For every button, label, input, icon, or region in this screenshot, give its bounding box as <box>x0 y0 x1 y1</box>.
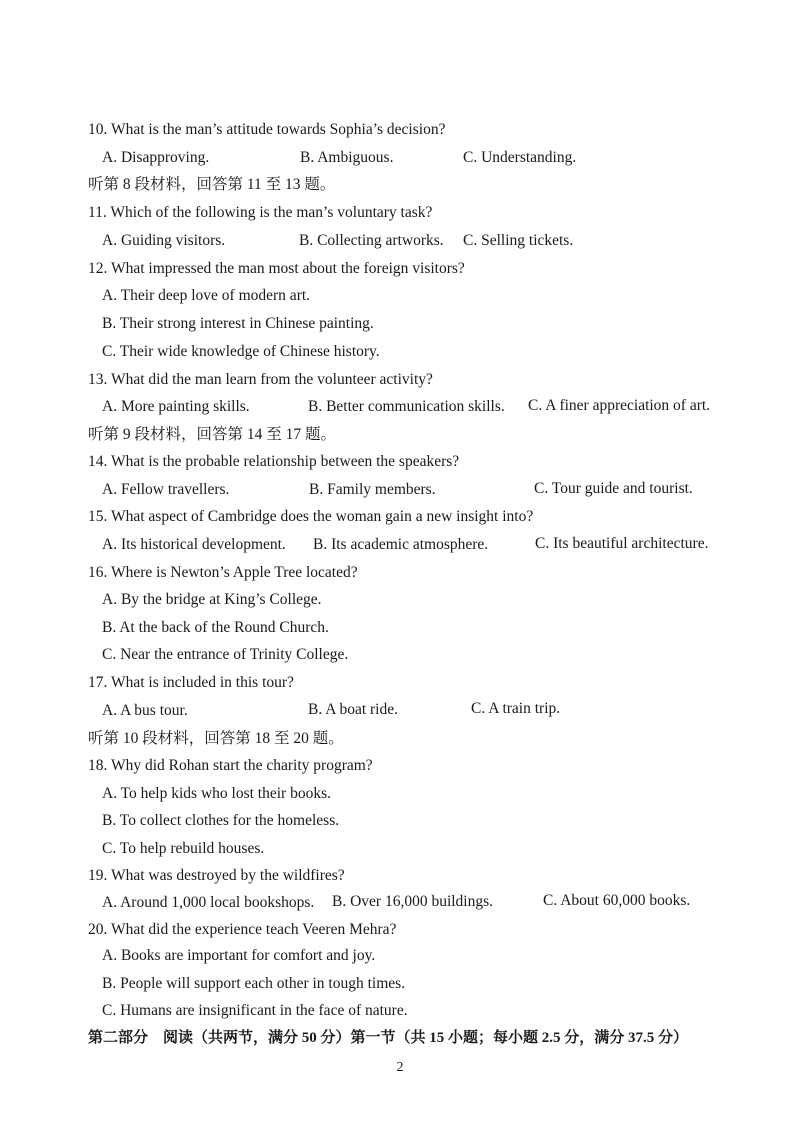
page-number: 2 <box>396 1060 404 1075</box>
question-19-option-a: A. Around 1,000 local bookshops. <box>102 894 315 911</box>
question-19-stem: 19. What was destroyed by the wildfires? <box>88 867 345 884</box>
question-19-option-c: C. About 60,000 books. <box>543 892 691 909</box>
question-17-option-c: C. A train trip. <box>471 700 561 717</box>
question-10-option-c: C. Understanding. <box>463 149 577 166</box>
question-18-stem: 18. Why did Rohan start the charity program? <box>88 757 373 774</box>
question-13-stem: 13. What did the man learn from the volunteer activity? <box>88 371 433 388</box>
question-12-option-a: A. Their deep love of modern art. <box>102 287 311 304</box>
question-10-option-b: B. Ambiguous. <box>300 149 394 166</box>
question-12-option-b: B. Their strong interest in Chinese painting. <box>102 315 374 332</box>
part-2-heading: 第二部分 阅读（共两节，满分 50 分）第一节（共 15 小题；每小题 2.5 分，满分 37.5 分） <box>88 1030 689 1046</box>
question-15-option-a: A. Its historical development. <box>102 536 286 553</box>
question-19-option-b: B. Over 16,000 buildings. <box>332 893 494 910</box>
question-14-option-c: C. Tour guide and tourist. <box>534 480 693 497</box>
question-13-option-a: A. More painting skills. <box>102 398 250 415</box>
question-13-option-b: B. Better communication skills. <box>308 398 505 415</box>
question-13-option-c: C. A finer appreciation of art. <box>528 397 711 414</box>
question-10-option-a: A. Disapproving. <box>102 149 210 166</box>
question-18-option-b: B. To collect clothes for the homeless. <box>102 812 340 829</box>
question-14-stem: 14. What is the probable relationship between the speakers? <box>88 453 460 470</box>
question-16-option-c: C. Near the entrance of Trinity College. <box>102 646 349 663</box>
question-11-option-b: B. Collecting artworks. <box>299 232 444 249</box>
question-15-stem: 15. What aspect of Cambridge does the woman gain a new insight into? <box>88 508 534 525</box>
question-16-stem: 16. Where is Newton’s Apple Tree located? <box>88 564 358 581</box>
question-18-option-c: C. To help rebuild houses. <box>102 840 265 857</box>
question-18-option-a: A. To help kids who lost their books. <box>102 785 331 802</box>
question-17-option-b: B. A boat ride. <box>308 701 398 718</box>
question-16-option-a: A. By the bridge at King’s College. <box>102 591 322 608</box>
question-20-option-c: C. Humans are insignificant in the face of nature. <box>102 1002 408 1019</box>
question-20-option-b: B. People will support each other in tough times. <box>102 975 406 992</box>
question-11-option-a: A. Guiding visitors. <box>102 232 226 249</box>
question-14-option-b: B. Family members. <box>309 481 436 498</box>
question-10-stem: 10. What is the man’s attitude towards Sophia’s decision? <box>88 121 446 138</box>
section-9-header: 听第 9 段材料，回答第 14 至 17 题。 <box>88 426 337 443</box>
question-20-stem: 20. What did the experience teach Veeren Mehra? <box>88 921 397 938</box>
question-12-option-c: C. Their wide knowledge of Chinese history. <box>102 343 380 360</box>
question-12-stem: 12. What impressed the man most about the foreign visitors? <box>88 260 465 277</box>
question-11-stem: 11. Which of the following is the man’s voluntary task? <box>88 204 433 221</box>
question-17-stem: 17. What is included in this tour? <box>88 674 294 691</box>
question-11-option-c: C. Selling tickets. <box>463 232 574 249</box>
question-16-option-b: B. At the back of the Round Church. <box>102 619 329 636</box>
question-20-option-a: A. Books are important for comfort and joy. <box>102 947 376 964</box>
question-15-option-c: C. Its beautiful architecture. <box>535 535 709 552</box>
section-8-header: 听第 8 段材料，回答第 11 至 13 题。 <box>88 176 336 193</box>
question-15-option-b: B. Its academic atmosphere. <box>313 536 489 553</box>
section-10-header: 听第 10 段材料，回答第 18 至 20 题。 <box>88 730 344 747</box>
question-14-option-a: A. Fellow travellers. <box>102 481 230 498</box>
question-17-option-a: A. A bus tour. <box>102 702 188 719</box>
